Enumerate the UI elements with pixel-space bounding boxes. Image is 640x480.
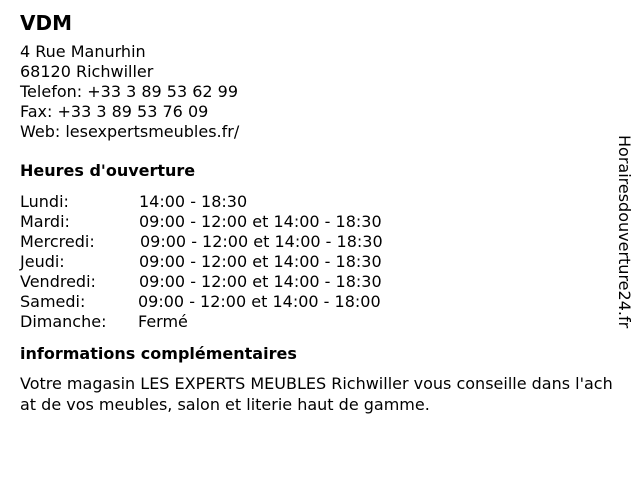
day-label: Samedi: — [20, 292, 86, 311]
time-value: 09:00 - 12:00 et 14:00 - 18:30 — [139, 212, 382, 231]
opening-hours-heading: Heures d'ouverture — [20, 161, 196, 180]
address-city: 68120 Richwiller — [20, 62, 154, 81]
hours-row-saturday — [20, 292, 620, 312]
hours-row-monday — [20, 192, 620, 212]
business-name: VDM — [20, 11, 72, 35]
fax-line: Fax: +33 3 89 53 76 09 — [20, 102, 209, 121]
additional-info-text: Votre magasin LES EXPERTS MEUBLES Richwiller vous conseille dans l'achat de vos meubles, salon et literie haut de gamme. — [20, 374, 613, 414]
hours-row-friday — [20, 272, 620, 292]
opening-hours-table — [20, 192, 620, 332]
hours-row-tuesday — [20, 212, 620, 232]
additional-info-heading: informations complémentaires — [20, 344, 297, 363]
store-info — [20, 10, 620, 415]
site-watermark: Horairesdouverture24.fr — [615, 135, 634, 329]
web-line: Web: lesexpertsmeubles.fr/ — [20, 122, 240, 141]
day-label: Jeudi: — [20, 252, 65, 271]
time-value: 09:00 - 12:00 et 14:00 - 18:00 — [138, 292, 381, 311]
time-value: 14:00 - 18:30 — [139, 192, 248, 211]
address-street: 4 Rue Manurhin — [20, 42, 146, 61]
time-value: 09:00 - 12:00 et 14:00 - 18:30 — [139, 252, 382, 271]
day-label: Dimanche: — [20, 312, 107, 331]
hours-row-wednesday — [20, 232, 620, 252]
time-value: 09:00 - 12:00 et 14:00 - 18:30 — [140, 232, 383, 251]
day-label: Vendredi: — [20, 272, 96, 291]
time-value: Fermé — [138, 312, 188, 331]
day-label: Mardi: — [20, 212, 70, 231]
hours-row-sunday — [20, 312, 620, 332]
hours-row-thursday — [20, 252, 620, 272]
day-label: Mercredi: — [20, 232, 95, 251]
phone-line: Telefon: +33 3 89 53 62 99 — [20, 82, 239, 101]
time-value: 09:00 - 12:00 et 14:00 - 18:30 — [139, 272, 382, 291]
day-label: Lundi: — [20, 192, 69, 211]
